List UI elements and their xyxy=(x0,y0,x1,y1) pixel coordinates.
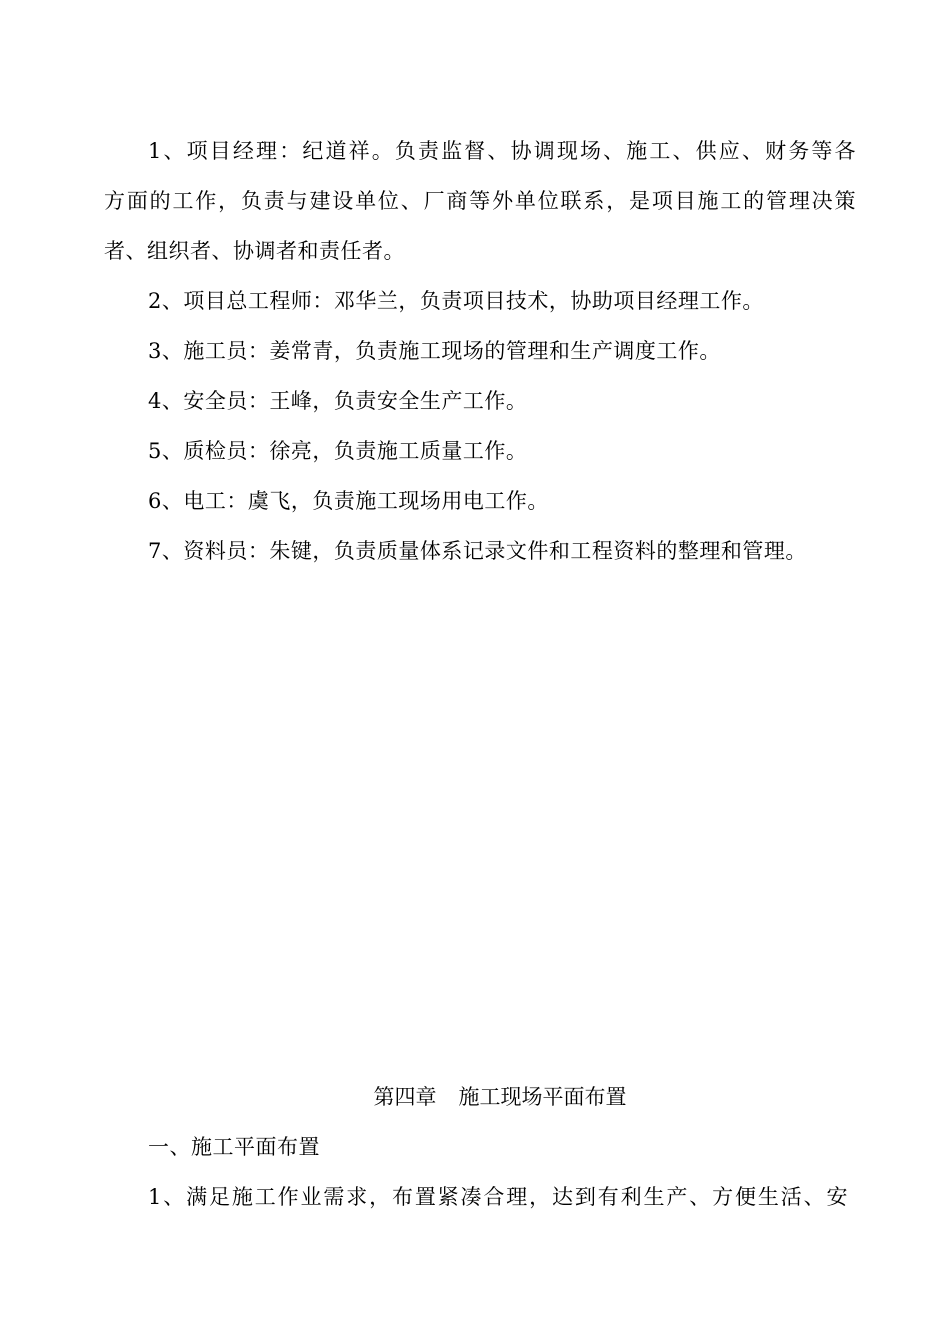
item-4: 4、安全员：王峰，负责安全生产工作。 xyxy=(148,389,528,413)
item-5: 5、质检员：徐亮，负责施工质量工作。 xyxy=(148,439,528,463)
item-1-line-1: 1、项目经理：纪道祥。负责监督、协调现场、施工、供应、财务等各 xyxy=(148,139,856,163)
item-3: 3、施工员：姜常青，负责施工现场的管理和生产调度工作。 xyxy=(148,339,721,363)
section-subheading: 一、施工平面布置 xyxy=(148,1135,320,1159)
item-7: 7、资料员：朱键，负责质量体系记录文件和工程资料的整理和管理。 xyxy=(148,539,807,563)
chapter-title: 施工现场平面布置 xyxy=(458,1085,627,1109)
chapter-number: 第四章 xyxy=(373,1085,437,1109)
item-1-line-3: 者、组织者、协调者和责任者。 xyxy=(104,239,405,263)
chapter4-item-1-line-1: 1、满足施工作业需求，布置紧凑合理，达到有利生产、方便生活、安 xyxy=(148,1185,848,1209)
item-1-line-2: 方面的工作，负责与建设单位、厂商等外单位联系，是项目施工的管理决策 xyxy=(104,189,856,213)
chapter-heading xyxy=(0,1082,950,1112)
item-6: 6、电工：虞飞，负责施工现场用电工作。 xyxy=(148,489,549,513)
item-2: 2、项目总工程师：邓华兰，负责项目技术，协助项目经理工作。 xyxy=(148,289,764,313)
